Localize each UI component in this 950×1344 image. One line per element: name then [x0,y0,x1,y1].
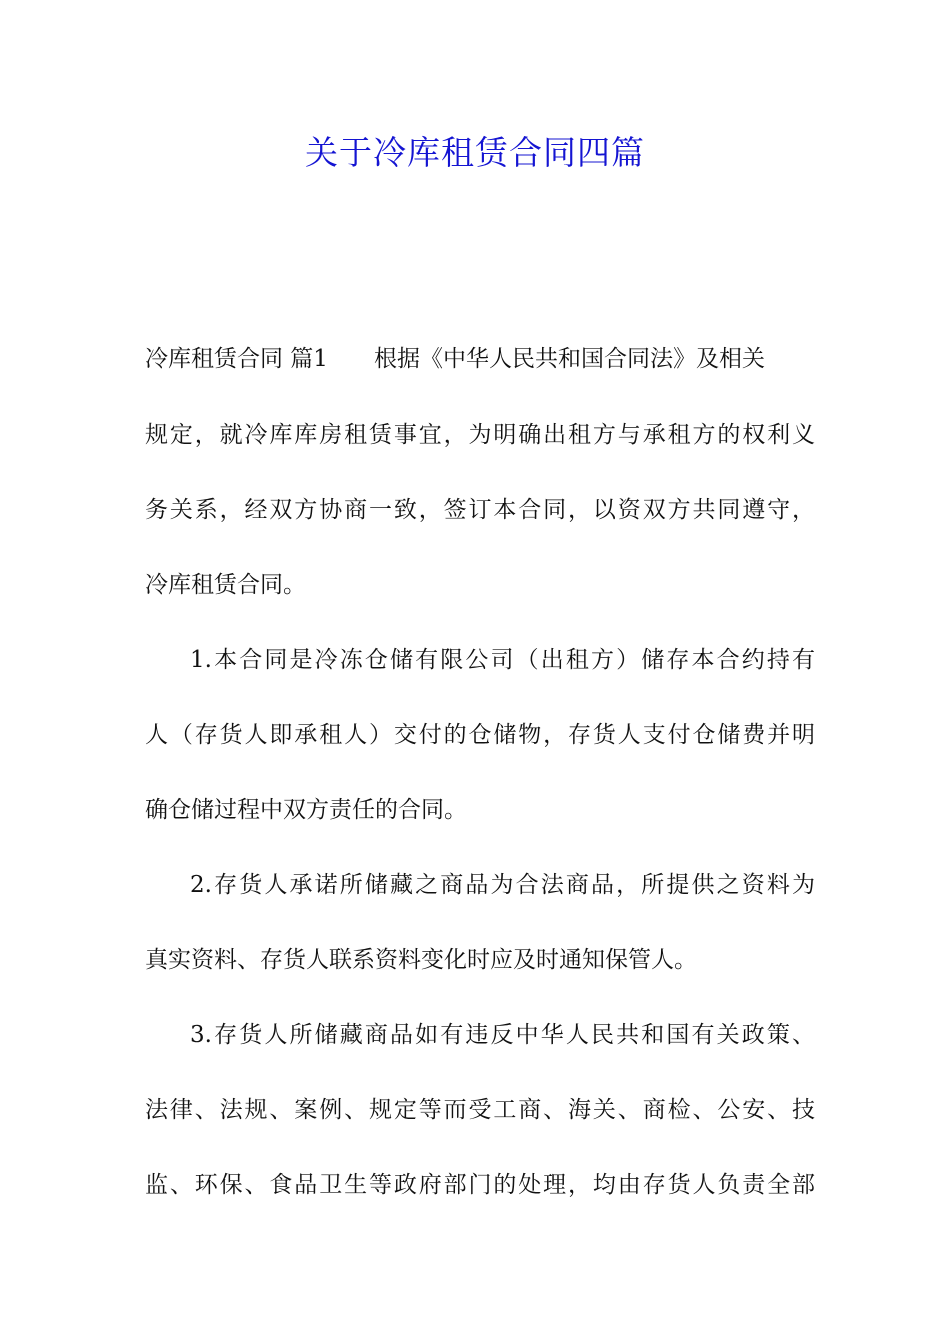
paragraph-4-line-2: 法律、法规、案例、规定等而受工商、海关、商检、公安、技 [145,1097,815,1123]
paragraph-4-line-3: 监、环保、食品卫生等政府部门的处理，均由存货人负责全部 [145,1172,815,1198]
section-heading: 冷库租赁合同 篇1 [145,346,328,372]
paragraph-text: 根据《中华人民共和国合同法》及相关 [373,346,765,372]
paragraph-2-line-1: 1.本合同是冷冻仓储有限公司（出租方）储存本合约持有 [190,647,815,673]
page-title: 关于冷库租赁合同四篇 [305,133,645,172]
paragraph-2-line-2: 人（存货人即承租人）交付的仓储物，存货人支付仓储费并明 [145,722,815,748]
paragraph-3-line-1: 2.存货人承诺所储藏之商品为合法商品，所提供之资料为 [190,872,815,898]
paragraph-3-line-2: 真实资料、存货人联系资料变化时应及时通知保管人。 [145,947,697,973]
paragraph-1-line-3: 务关系，经双方协商一致，签订本合同，以资双方共同遵守， [145,497,815,523]
paragraph-1-line-2: 规定，就冷库库房租赁事宜，为明确出租方与承租方的权利义 [145,422,815,448]
paragraph-1-line-1 [145,344,815,374]
paragraph-1-line-4: 冷库租赁合同。 [145,572,306,598]
paragraph-4-line-1: 3.存货人所储藏商品如有违反中华人民共和国有关政策、 [190,1022,815,1048]
paragraph-2-line-3: 确仓储过程中双方责任的合同。 [145,797,467,823]
